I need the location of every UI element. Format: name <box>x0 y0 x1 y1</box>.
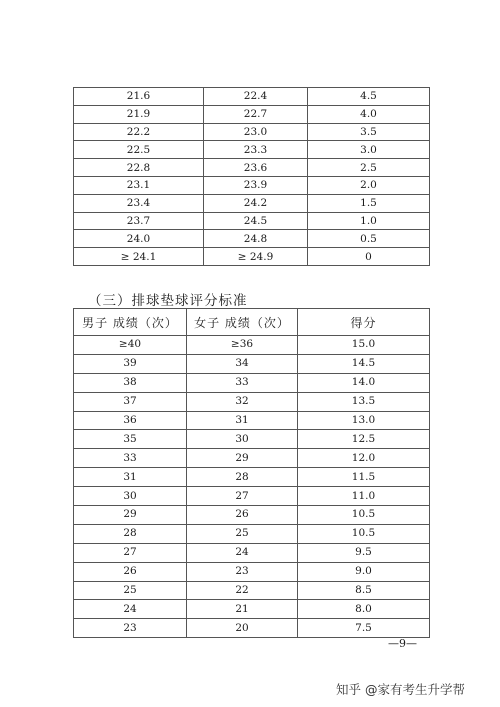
table-cell: 23.6 <box>204 159 308 177</box>
table-cell: 3.5 <box>308 123 430 141</box>
table-cell: 22.8 <box>74 159 204 177</box>
table-cell: 24.8 <box>204 230 308 248</box>
table-row <box>74 159 430 177</box>
table-row <box>74 88 430 106</box>
table-cell: 24 <box>74 600 187 619</box>
table-cell: 4.5 <box>308 88 430 106</box>
header-male-score: 男子 成绩（次） <box>74 309 187 336</box>
table-row <box>74 230 430 248</box>
table-cell: 22 <box>187 581 298 600</box>
table-cell: 0.5 <box>308 230 430 248</box>
table-cell: 23.9 <box>204 176 308 194</box>
section-heading: （三）排球垫球评分标准 <box>88 293 248 309</box>
table-cell: 29 <box>74 506 187 525</box>
table-row <box>74 600 430 619</box>
table-cell: 9.5 <box>298 543 430 562</box>
table-cell: 24 <box>187 543 298 562</box>
table-cell: 29 <box>187 449 298 468</box>
table-row <box>74 123 430 141</box>
table-cell: 1.0 <box>308 212 430 230</box>
table-header-row <box>74 309 430 336</box>
table-cell: 7.5 <box>298 619 430 638</box>
table-cell: 11.0 <box>298 487 430 506</box>
table-cell: 30 <box>187 430 298 449</box>
table-row <box>74 468 430 487</box>
table-cell: 14.0 <box>298 373 430 392</box>
table-row <box>74 581 430 600</box>
table-cell: 24.0 <box>74 230 204 248</box>
watermark: 知乎 @家有考生升学帮 <box>336 682 465 697</box>
table-cell: 31 <box>74 468 187 487</box>
table-cell: 34 <box>187 354 298 373</box>
table-cell: 1.5 <box>308 194 430 212</box>
table-cell: 12.0 <box>298 449 430 468</box>
table-cell: 10.5 <box>298 506 430 525</box>
table-cell: 3.0 <box>308 141 430 159</box>
table-cell: 36 <box>74 411 187 430</box>
table-cell: 23 <box>187 562 298 581</box>
table-cell: 25 <box>187 524 298 543</box>
table-cell: 33 <box>187 373 298 392</box>
table-cell: 27 <box>187 487 298 506</box>
table-row <box>74 194 430 212</box>
table-cell: 9.0 <box>298 562 430 581</box>
table-row <box>74 105 430 123</box>
table-cell: 26 <box>74 562 187 581</box>
table-cell: 15.0 <box>298 336 430 355</box>
table-cell: 23.3 <box>204 141 308 159</box>
volleyball-scoring-table-body <box>74 336 430 638</box>
table-row <box>74 430 430 449</box>
table-row <box>74 176 430 194</box>
header-points: 得分 <box>298 309 430 336</box>
score-table-continued-body <box>74 88 430 266</box>
table-cell: 14.5 <box>298 354 430 373</box>
table-row <box>74 506 430 525</box>
table-row <box>74 212 430 230</box>
page-number: —9— <box>388 637 417 650</box>
table-cell: 23.4 <box>74 194 204 212</box>
table-cell: ≥ 24.9 <box>204 248 308 266</box>
table-cell: 35 <box>74 430 187 449</box>
table-cell: 28 <box>74 524 187 543</box>
table-row <box>74 248 430 266</box>
table-row <box>74 524 430 543</box>
table-cell: 11.5 <box>298 468 430 487</box>
table-row <box>74 543 430 562</box>
table-cell: 33 <box>74 449 187 468</box>
table-cell: 27 <box>74 543 187 562</box>
table-cell: 25 <box>74 581 187 600</box>
table-row <box>74 336 430 355</box>
table-cell: ≥36 <box>187 336 298 355</box>
table-cell: 23.7 <box>74 212 204 230</box>
table-cell: 13.0 <box>298 411 430 430</box>
table-cell: 12.5 <box>298 430 430 449</box>
table-cell: 22.5 <box>74 141 204 159</box>
table-cell: 31 <box>187 411 298 430</box>
table-cell: 21.6 <box>74 88 204 106</box>
table-cell: 24.5 <box>204 212 308 230</box>
table-cell: 21.9 <box>74 105 204 123</box>
table-cell: 26 <box>187 506 298 525</box>
table-row <box>74 354 430 373</box>
table-cell: 2.0 <box>308 176 430 194</box>
table-row <box>74 449 430 468</box>
table-cell: 23.0 <box>204 123 308 141</box>
header-female-score: 女子 成绩（次） <box>187 309 298 336</box>
table-cell: 10.5 <box>298 524 430 543</box>
table-row <box>74 619 430 638</box>
table-cell: ≥ 24.1 <box>74 248 204 266</box>
table-cell: 32 <box>187 392 298 411</box>
table-cell: 38 <box>74 373 187 392</box>
table-cell: 2.5 <box>308 159 430 177</box>
score-table-continued <box>73 87 430 266</box>
table-cell: 20 <box>187 619 298 638</box>
table-cell: 22.2 <box>74 123 204 141</box>
table-cell: 39 <box>74 354 187 373</box>
table-cell: 23.1 <box>74 176 204 194</box>
table-row <box>74 373 430 392</box>
table-cell: 8.5 <box>298 581 430 600</box>
table-cell: 22.7 <box>204 105 308 123</box>
table-row <box>74 487 430 506</box>
table-row <box>74 562 430 581</box>
table-cell: 8.0 <box>298 600 430 619</box>
table-row <box>74 392 430 411</box>
table-cell: 13.5 <box>298 392 430 411</box>
table-cell: 30 <box>74 487 187 506</box>
volleyball-scoring-table <box>73 308 430 638</box>
table-cell: 28 <box>187 468 298 487</box>
table-cell: 22.4 <box>204 88 308 106</box>
table-cell: 24.2 <box>204 194 308 212</box>
table-cell: ≥40 <box>74 336 187 355</box>
table-cell: 21 <box>187 600 298 619</box>
table-cell: 0 <box>308 248 430 266</box>
table-cell: 37 <box>74 392 187 411</box>
table-row <box>74 141 430 159</box>
table-row <box>74 411 430 430</box>
table-cell: 4.0 <box>308 105 430 123</box>
table-cell: 23 <box>74 619 187 638</box>
